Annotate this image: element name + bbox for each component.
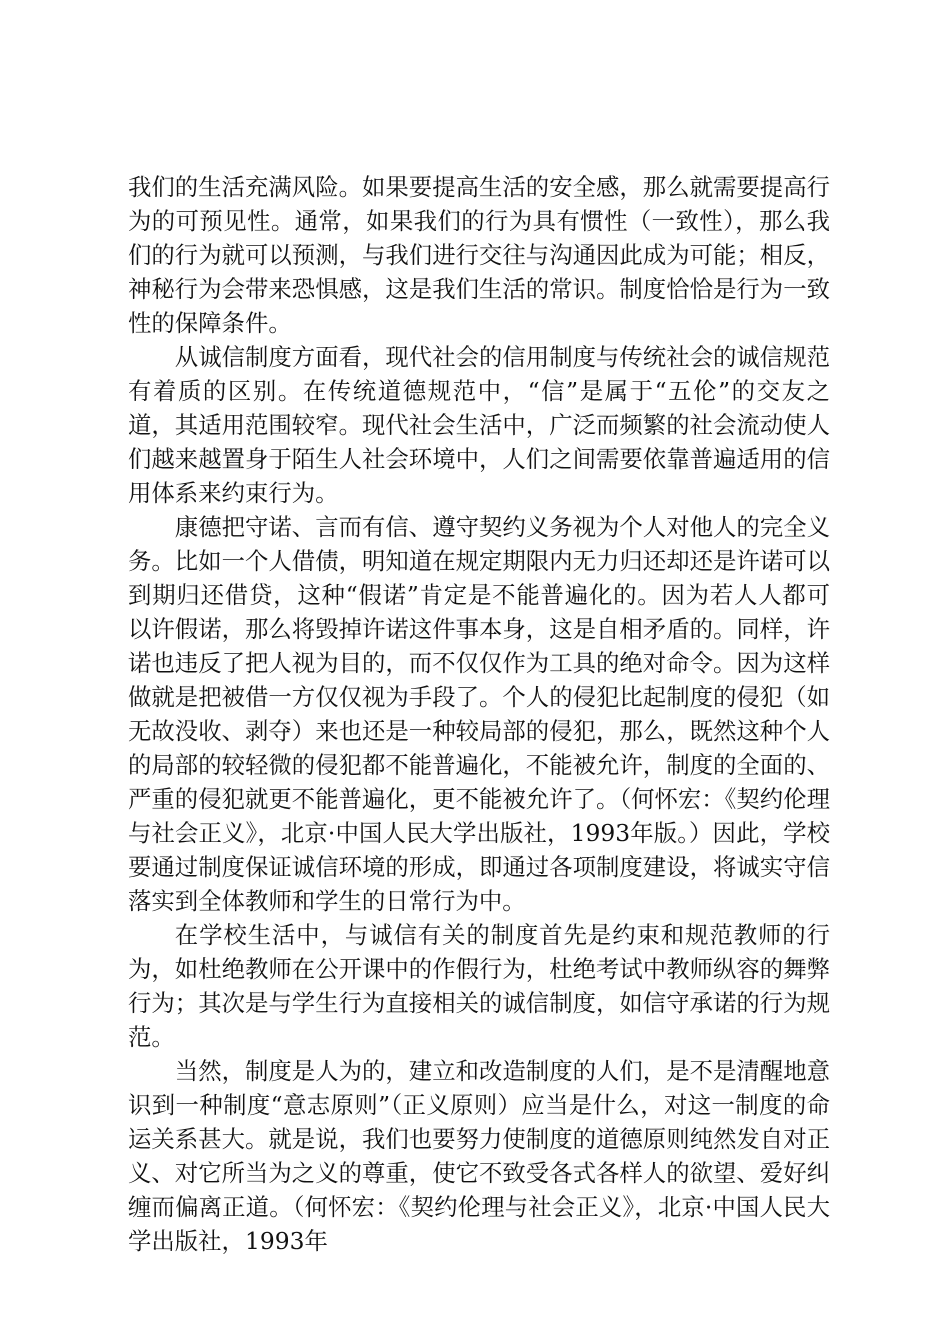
paragraph-3: 康德把守诺、言而有信、遵守契约义务视为个人对他人的完全义务。比如一个人借债，明知道在规定期限内无力归还却还是许诺可以到期归还借贷，这种“假诺”肯定是不能普遍化的。因为若人人都可以许假诺，那么将毁掉许诺这件事本身，这是自相矛盾的。同样，许诺也违反了把人视为目的，而不仅仅作为工具的绝对命令。因为这样做就是把被借一方仅仅视为手段了。个人的侵犯比起制度的侵犯（如无故没收、剥夺）来也还是一种较局部的侵犯，那么，既然这种个人的局部的较轻微的侵犯都不能普遍化，不能被允许，制度的全面的、严重的侵犯就更不能普遍化，更不能被允许了。（何怀宏：《契约伦理与社会正义》，北京·中国人民大学出版社，1993年版。）因此，学校要通过制度保证诚信环境的形成，即通过各项制度建设，将诚实守信落实到全体教师和学生的日常行为中。 xyxy=(128,513,830,915)
paragraph-4: 在学校生活中，与诚信有关的制度首先是约束和规范教师的行为，如杜绝教师在公开课中的作假行为，杜绝考试中教师纵容的舞弊行为；其次是与学生行为直接相关的诚信制度，如信守承诺的行为规范。 xyxy=(128,921,830,1051)
paragraph-2: 从诚信制度方面看，现代社会的信用制度与传统社会的诚信规范有着质的区别。在传统道德规范中，“信”是属于“五伦”的交友之道，其适用范围较窄。现代社会生活中，广泛而频繁的社会流动使人们越来越置身于陌生人社会环境中，人们之间需要依靠普遍适用的信用体系来约束行为。 xyxy=(128,343,830,507)
document-body xyxy=(128,170,830,1258)
paragraph-5: 当然，制度是人为的，建立和改造制度的人们，是不是清醒地意识到一种制度“意志原则”（正义原则）应当是什么，对这一制度的命运关系甚大。就是说，我们也要努力使制度的道德原则纯然发自对正义、对它所当为之义的尊重，使它不致受各式各样人的欲望、爱好纠缠而偏离正道。（何怀宏：《契约伦理与社会正义》，北京·中国人民大学出版社，1993年 xyxy=(128,1057,830,1255)
paragraph-1: 我们的生活充满风险。如果要提高生活的安全感，那么就需要提高行为的可预见性。通常，如果我们的行为具有惯性（一致性），那么我们的行为就可以预测，与我们进行交往与沟通因此成为可能；相反，神秘行为会带来恐惧感，这是我们生活的常识。制度恰恰是行为一致性的保障条件。 xyxy=(128,173,830,337)
